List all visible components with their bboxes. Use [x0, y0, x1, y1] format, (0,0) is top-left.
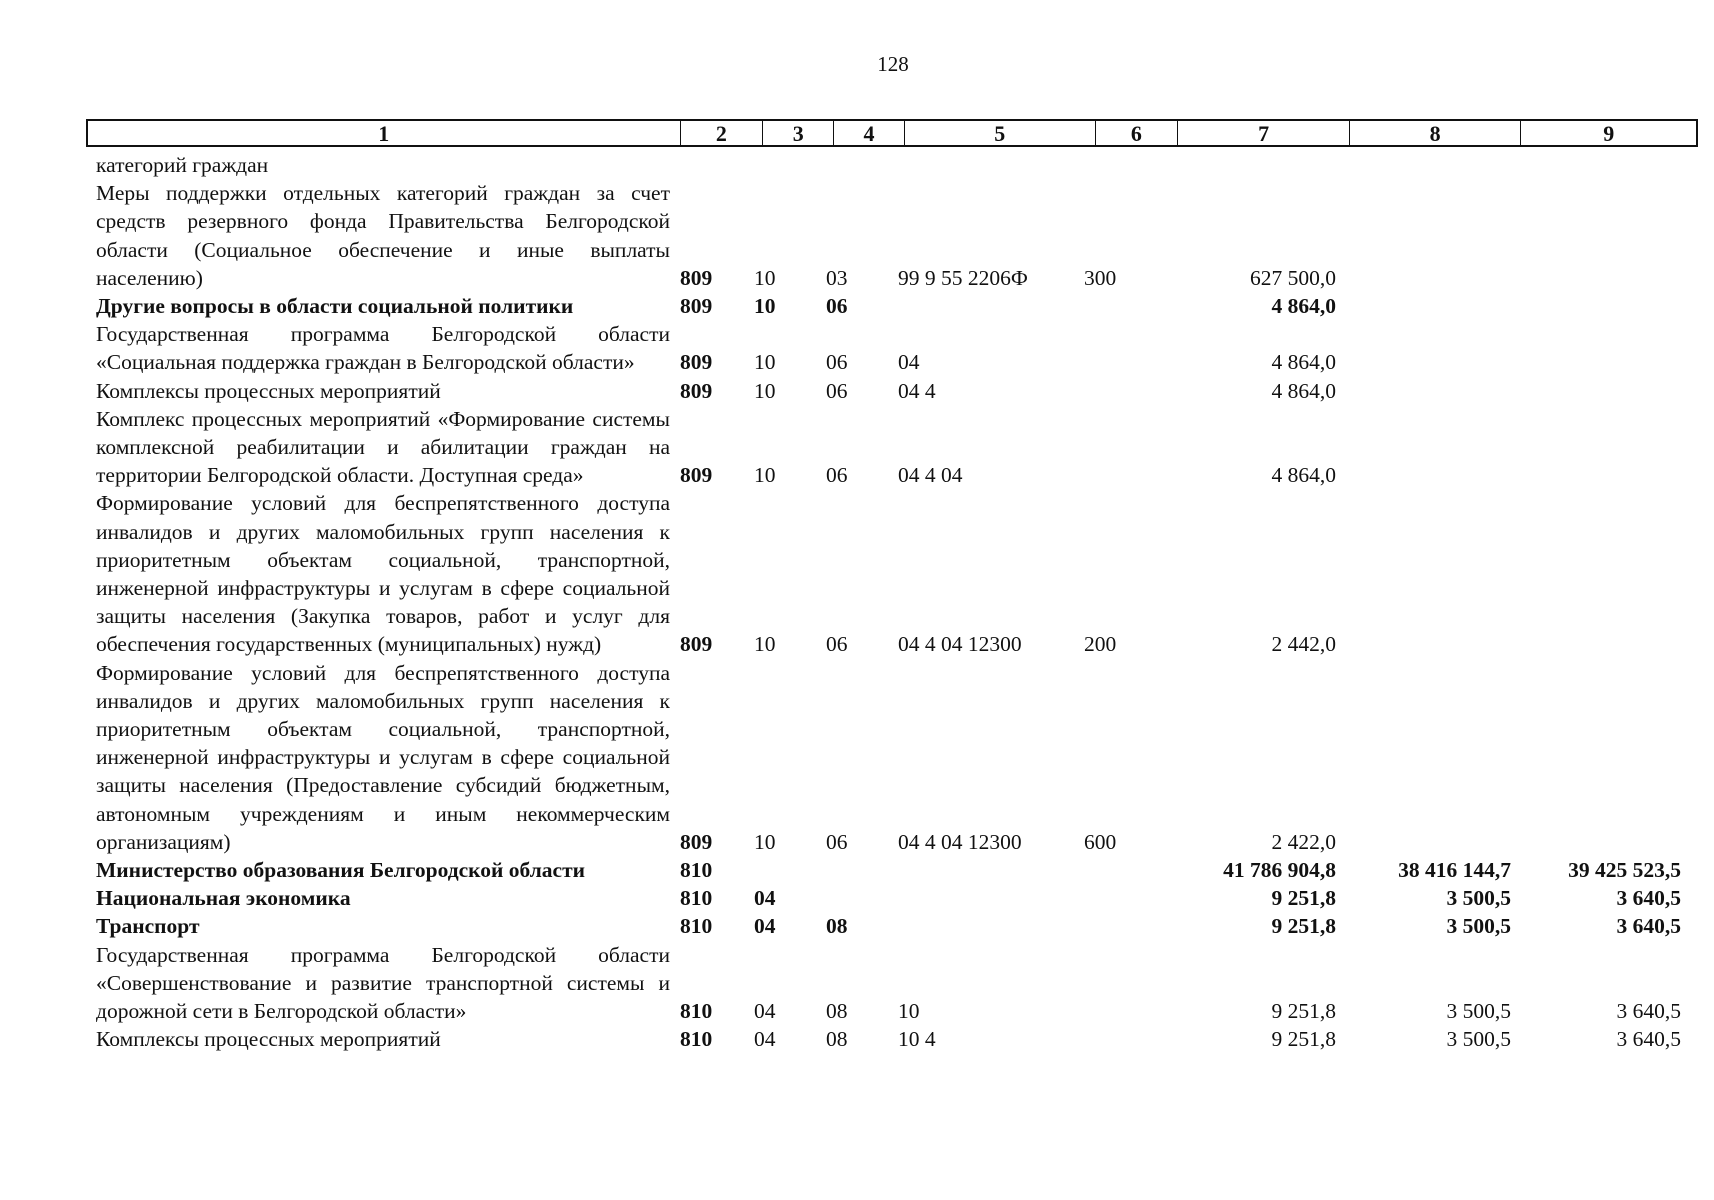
table-row [96, 659, 1696, 856]
header-col-5: 5 [905, 121, 1096, 145]
table-row [96, 292, 1696, 320]
amount-year-1: 9 251,8 [1271, 1027, 1336, 1052]
amount-year-3: 39 425 523,5 [1568, 858, 1681, 883]
amount-year-1: 9 251,8 [1271, 914, 1336, 939]
kvsr-code: 810 [680, 999, 713, 1024]
amount-year-3: 3 640,5 [1616, 914, 1681, 939]
amount-year-1: 627 500,0 [1250, 265, 1336, 290]
amount-year-1: 41 786 904,8 [1223, 858, 1336, 883]
kvsr-code: 810 [680, 1027, 713, 1052]
target-article-code: 04 [898, 350, 920, 375]
table-row [96, 320, 1696, 376]
table-body [96, 151, 1696, 1054]
amount-year-2: 3 500,5 [1446, 1027, 1511, 1052]
table-row [96, 1025, 1696, 1053]
kvsr-code: 809 [680, 829, 713, 854]
kvsr-code: 809 [680, 265, 713, 290]
header-col-6: 6 [1096, 121, 1179, 145]
section-code: 10 [754, 829, 776, 854]
header-col-4: 4 [834, 121, 905, 145]
amount-year-1: 2 442,0 [1271, 632, 1336, 657]
target-article-code: 04 4 04 12300 [898, 632, 1022, 657]
section-code: 10 [754, 294, 776, 319]
subsection-code: 06 [826, 350, 848, 375]
subsection-code: 06 [826, 294, 848, 319]
table-row [96, 856, 1696, 884]
subsection-code: 06 [826, 829, 848, 854]
kvsr-code: 809 [680, 350, 713, 375]
target-article-code: 04 4 [898, 378, 936, 403]
kvsr-code: 809 [680, 632, 713, 657]
section-code: 04 [754, 1027, 776, 1052]
row-name: Комплексы процессных мероприятий [96, 1027, 441, 1052]
row-name: Комплекс процессных мероприятий «Формирование системы комплексной реабилитации и абилитации граждан на территории Белгородской области. Доступная среда» [96, 406, 670, 488]
section-code: 10 [754, 350, 776, 375]
amount-year-2: 3 500,5 [1446, 886, 1511, 911]
amount-year-1: 9 251,8 [1271, 886, 1336, 911]
table-row [96, 179, 1696, 292]
amount-year-1: 2 422,0 [1271, 829, 1336, 854]
subsection-code: 08 [826, 999, 848, 1024]
amount-year-2: 3 500,5 [1446, 999, 1511, 1024]
amount-year-2: 3 500,5 [1446, 914, 1511, 939]
header-col-3: 3 [763, 121, 834, 145]
section-code: 04 [754, 914, 776, 939]
table-row [96, 377, 1696, 405]
amount-year-2: 38 416 144,7 [1398, 858, 1511, 883]
target-article-code: 10 4 [898, 1027, 936, 1052]
amount-year-3: 3 640,5 [1616, 1027, 1681, 1052]
expense-type-code: 200 [1084, 632, 1117, 657]
target-article-code: 99 9 55 2206Ф [898, 265, 1028, 290]
amount-year-1: 4 864,0 [1271, 463, 1336, 488]
row-name: Государственная программа Белгородской области «Социальная поддержка граждан в Белгородской области» [96, 322, 670, 375]
subsection-code: 08 [826, 914, 848, 939]
section-code: 10 [754, 463, 776, 488]
target-article-code: 04 4 04 12300 [898, 829, 1022, 854]
table-row [96, 912, 1696, 940]
kvsr-code: 809 [680, 294, 713, 319]
row-name: Формирование условий для беспрепятственного доступа инвалидов и других маломобильных групп населения к приоритетным объектам социальной, транспортной, инженерной инфраструктуры и услугам в сфере социальной защиты населения (Закупка товаров, работ и услуг для обеспечения государственных (муниципальных) нужд) [96, 491, 670, 657]
subsection-code: 08 [826, 1027, 848, 1052]
header-col-8: 8 [1350, 121, 1522, 145]
page-number: 128 [877, 52, 909, 76]
row-name: категорий граждан [96, 153, 269, 177]
row-name: Государственная программа Белгородской области «Совершенствование и развитие транспортной системы и дорожной сети в Белгородской области» [96, 942, 670, 1024]
kvsr-code: 809 [680, 378, 713, 403]
row-name: Другие вопросы в области социальной политики [96, 294, 574, 319]
section-code: 10 [754, 265, 776, 290]
amount-year-1: 4 864,0 [1271, 350, 1336, 375]
target-article-code: 10 [898, 999, 920, 1024]
kvsr-code: 810 [680, 858, 713, 883]
header-col-7: 7 [1178, 121, 1350, 145]
expense-type-code: 600 [1084, 829, 1117, 854]
amount-year-1: 9 251,8 [1271, 999, 1336, 1024]
subsection-code: 03 [826, 265, 848, 290]
kvsr-code: 810 [680, 914, 713, 939]
table-header-row [86, 119, 1698, 147]
section-code: 10 [754, 632, 776, 657]
header-col-9: 9 [1603, 121, 1615, 146]
row-name: Министерство образования Белгородской области [96, 858, 586, 883]
row-name: Формирование условий для беспрепятственного доступа инвалидов и других маломобильных групп населения к приоритетным объектам социальной, транспортной, инженерной инфраструктуры и услугам в сфере социальной защиты населения (Предоставление субсидий бюджетным, автономным учреждениям и иным некоммерческим организациям) [96, 660, 670, 854]
section-code: 10 [754, 378, 776, 403]
subsection-code: 06 [826, 632, 848, 657]
row-name: Меры поддержки отдельных категорий граждан за счет средств резервного фонда Правительства Белгородской области (Социальное обеспечение и иные выплаты населению) [96, 181, 670, 290]
section-code: 04 [754, 886, 776, 911]
row-name: Транспорт [96, 914, 200, 939]
amount-year-1: 4 864,0 [1271, 378, 1336, 403]
table-row [96, 405, 1696, 490]
subsection-code: 06 [826, 463, 848, 488]
table-row [96, 941, 1696, 1026]
table-row [96, 151, 1696, 179]
subsection-code: 06 [826, 378, 848, 403]
row-name: Комплексы процессных мероприятий [96, 378, 441, 403]
expense-type-code: 300 [1084, 265, 1117, 290]
table-row [96, 884, 1696, 912]
header-col-1: 1 [88, 121, 681, 145]
row-name: Национальная экономика [96, 886, 351, 911]
amount-year-1: 4 864,0 [1271, 294, 1336, 319]
amount-year-3: 3 640,5 [1616, 886, 1681, 911]
kvsr-code: 810 [680, 886, 713, 911]
amount-year-3: 3 640,5 [1616, 999, 1681, 1024]
section-code: 04 [754, 999, 776, 1024]
header-col-2: 2 [681, 121, 764, 145]
table-row [96, 489, 1696, 658]
kvsr-code: 809 [680, 463, 713, 488]
target-article-code: 04 4 04 [898, 463, 963, 488]
